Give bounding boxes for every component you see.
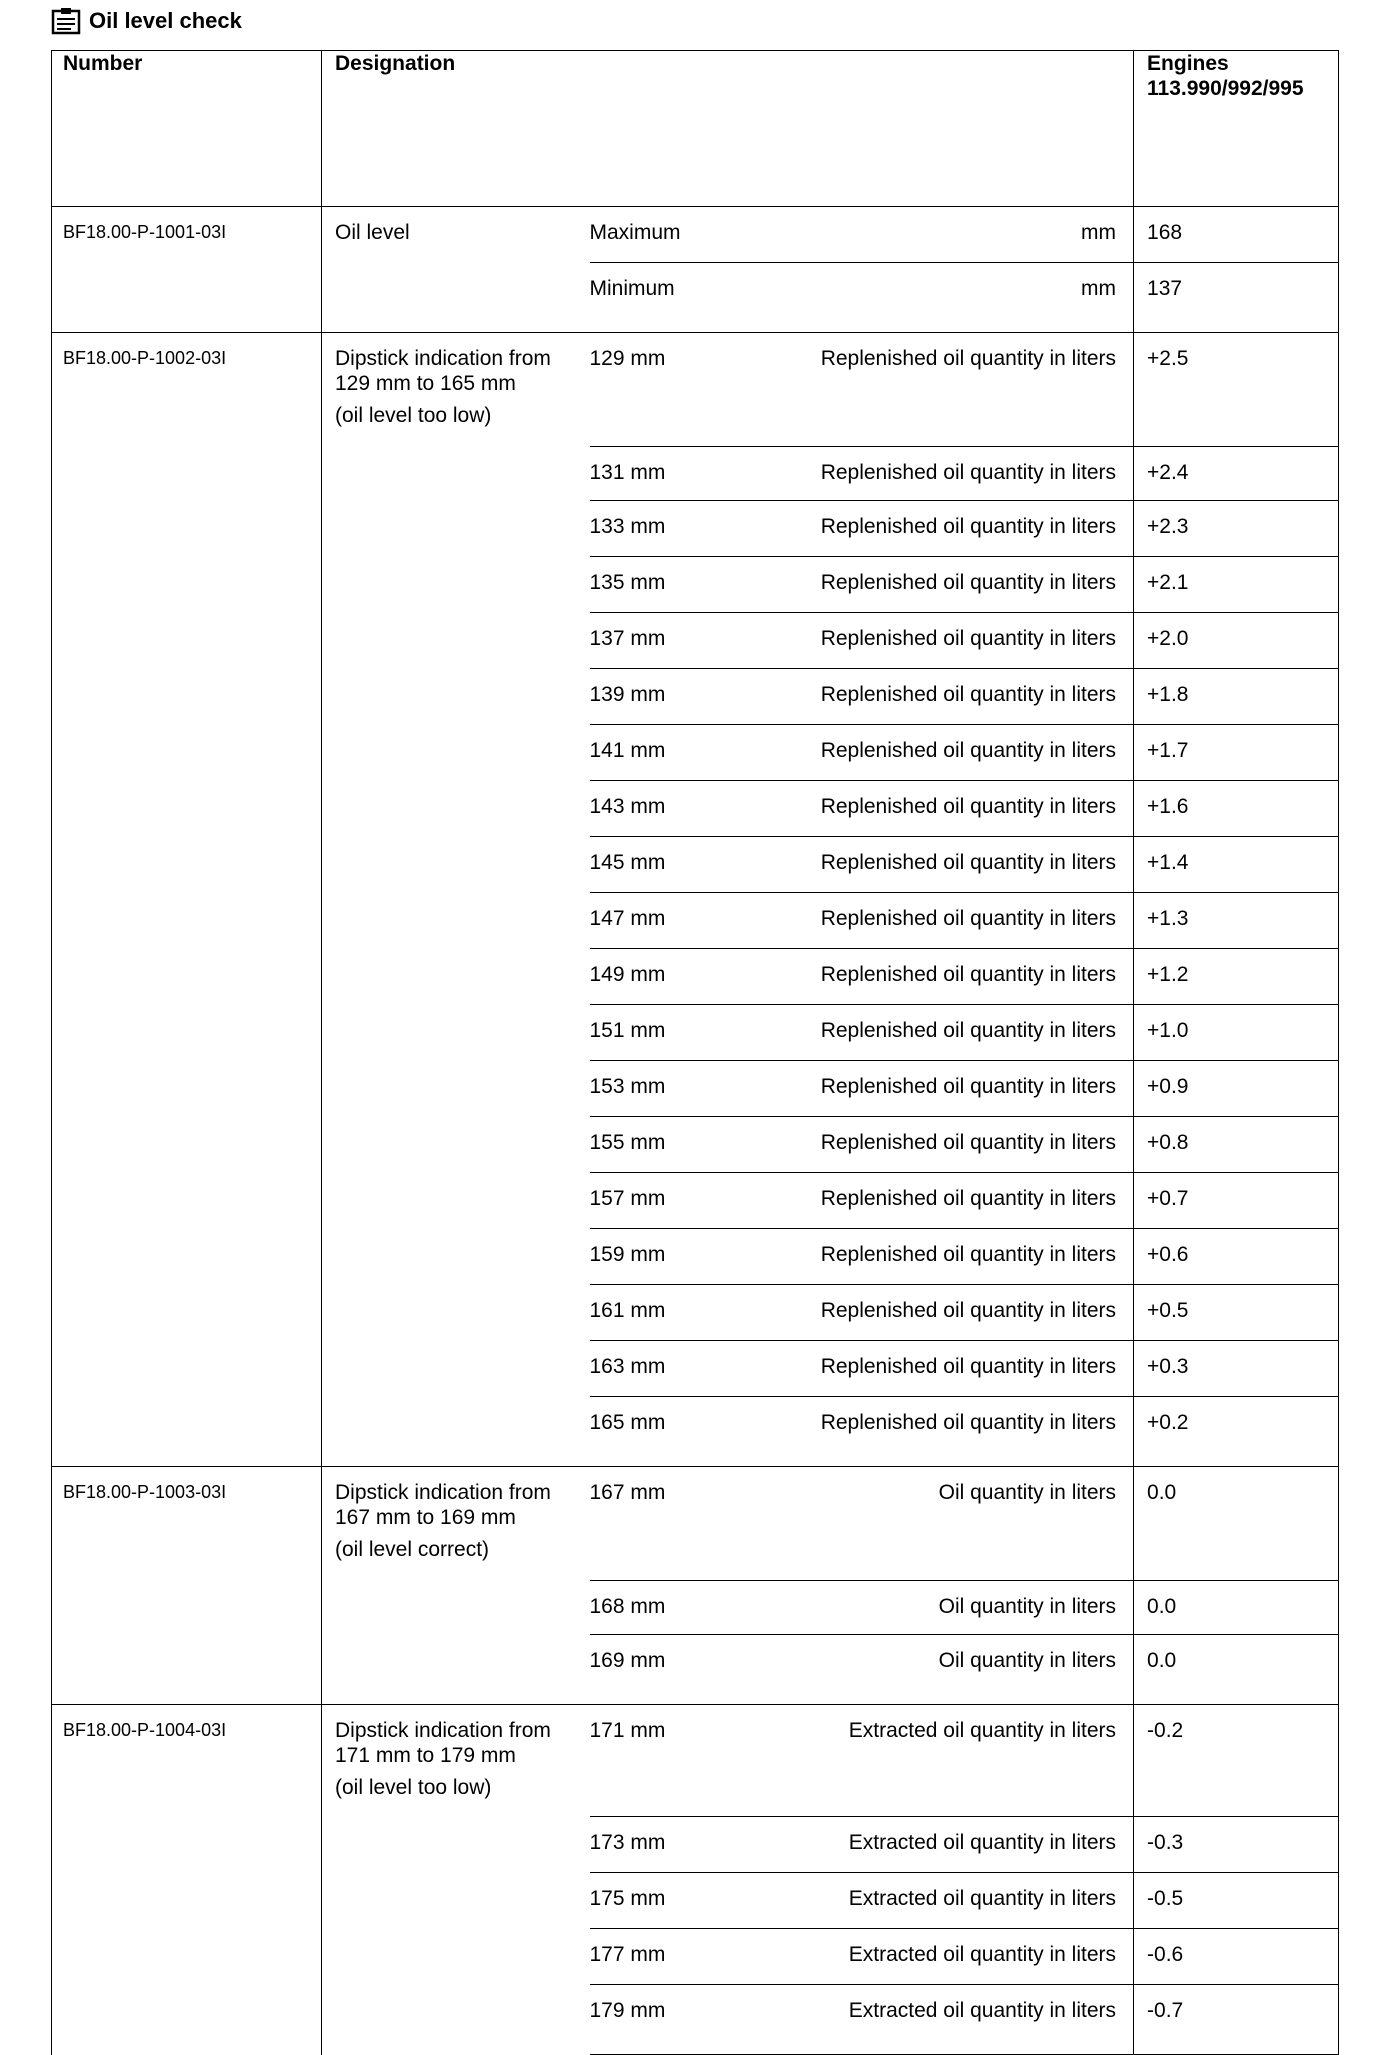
unit-label: Replenished oil quantity in liters bbox=[795, 669, 1134, 725]
sub-label: 169 mm bbox=[590, 1635, 795, 1705]
value-cell: +0.9 bbox=[1134, 1061, 1339, 1117]
value-cell: 168 bbox=[1134, 207, 1339, 263]
unit-label: Extracted oil quantity in liters bbox=[795, 1929, 1134, 1985]
unit-label: Replenished oil quantity in liters bbox=[795, 837, 1134, 893]
unit-label: Oil quantity in liters bbox=[795, 1467, 1134, 1581]
unit-label: Replenished oil quantity in liters bbox=[795, 725, 1134, 781]
unit-label: Extracted oil quantity in liters bbox=[795, 1985, 1134, 2055]
header-engines-line1: Engines bbox=[1147, 52, 1229, 75]
value-cell: +0.5 bbox=[1134, 1285, 1339, 1341]
sub-label: 143 mm bbox=[590, 781, 795, 837]
unit-label: Oil quantity in liters bbox=[795, 1581, 1134, 1635]
unit-label: Replenished oil quantity in liters bbox=[795, 949, 1134, 1005]
value-cell: 0.0 bbox=[1134, 1467, 1339, 1581]
unit-label: mm bbox=[795, 207, 1134, 263]
value-cell: -0.5 bbox=[1134, 1873, 1339, 1929]
unit-label: Extracted oil quantity in liters bbox=[795, 1873, 1134, 1929]
sub-label: 159 mm bbox=[590, 1229, 795, 1285]
header-designation: Designation bbox=[322, 51, 1134, 207]
table-row bbox=[52, 1705, 1339, 1817]
group-number bbox=[52, 207, 322, 333]
sub-label: 139 mm bbox=[590, 669, 795, 725]
sub-label: 163 mm bbox=[590, 1341, 795, 1397]
value-cell: +0.7 bbox=[1134, 1173, 1339, 1229]
sub-label: 167 mm bbox=[590, 1467, 795, 1581]
group-number-text: BF18.00-P-1003-03I bbox=[63, 1482, 227, 1502]
sub-label: 151 mm bbox=[590, 1005, 795, 1061]
value-cell: +1.7 bbox=[1134, 725, 1339, 781]
sub-label: 177 mm bbox=[590, 1929, 795, 1985]
unit-label: mm bbox=[795, 263, 1134, 333]
sub-label: 155 mm bbox=[590, 1117, 795, 1173]
unit-label: Replenished oil quantity in liters bbox=[795, 1285, 1134, 1341]
sub-label: 168 mm bbox=[590, 1581, 795, 1635]
sub-label: 165 mm bbox=[590, 1397, 795, 1467]
unit-label: Replenished oil quantity in liters bbox=[795, 1173, 1134, 1229]
table-row bbox=[52, 1467, 1339, 1581]
value-cell: -0.3 bbox=[1134, 1817, 1339, 1873]
sub-label: 145 mm bbox=[590, 837, 795, 893]
unit-label: Replenished oil quantity in liters bbox=[795, 893, 1134, 949]
table-row bbox=[52, 333, 1339, 447]
group-number-text: BF18.00-P-1004-03I bbox=[63, 1720, 227, 1740]
unit-label: Replenished oil quantity in liters bbox=[795, 333, 1134, 447]
group-number-text: BF18.00-P-1002-03I bbox=[63, 348, 227, 368]
sub-label: Maximum bbox=[590, 207, 795, 263]
value-cell: +1.2 bbox=[1134, 949, 1339, 1005]
unit-label: Replenished oil quantity in liters bbox=[795, 1117, 1134, 1173]
sub-label: 135 mm bbox=[590, 557, 795, 613]
unit-label: Replenished oil quantity in liters bbox=[795, 1229, 1134, 1285]
value-cell: +2.1 bbox=[1134, 557, 1339, 613]
page-header bbox=[51, 4, 242, 38]
sub-label: 149 mm bbox=[590, 949, 795, 1005]
sub-label: 171 mm bbox=[590, 1705, 795, 1817]
designation-line1: Dipstick indication from bbox=[335, 347, 551, 370]
table-row bbox=[52, 207, 1339, 263]
value-cell: -0.2 bbox=[1134, 1705, 1339, 1817]
unit-label: Replenished oil quantity in liters bbox=[795, 557, 1134, 613]
value-cell: +1.0 bbox=[1134, 1005, 1339, 1061]
sub-label: Minimum bbox=[590, 263, 795, 333]
unit-label: Replenished oil quantity in liters bbox=[795, 1061, 1134, 1117]
unit-label: Extracted oil quantity in liters bbox=[795, 1705, 1134, 1817]
sub-label: 131 mm bbox=[590, 447, 795, 501]
unit-label: Extracted oil quantity in liters bbox=[795, 1817, 1134, 1873]
clipboard-icon bbox=[51, 7, 81, 35]
sub-label: 153 mm bbox=[590, 1061, 795, 1117]
value-cell: +2.3 bbox=[1134, 501, 1339, 557]
sub-label: 175 mm bbox=[590, 1873, 795, 1929]
designation-line2: 167 mm to 169 mm bbox=[335, 1506, 516, 1529]
value-cell: +0.8 bbox=[1134, 1117, 1339, 1173]
header-engines bbox=[1134, 51, 1339, 207]
designation-line2: 171 mm to 179 mm bbox=[335, 1744, 516, 1767]
sub-label: 133 mm bbox=[590, 501, 795, 557]
group-number bbox=[52, 333, 322, 1467]
header-engines-line2: 113.990/992/995 bbox=[1147, 77, 1304, 100]
unit-label: Replenished oil quantity in liters bbox=[795, 1005, 1134, 1061]
unit-label: Oil quantity in liters bbox=[795, 1635, 1134, 1705]
designation-line1: Dipstick indication from bbox=[335, 1481, 551, 1504]
value-cell: +0.2 bbox=[1134, 1397, 1339, 1467]
value-cell: +1.8 bbox=[1134, 669, 1339, 725]
unit-label: Replenished oil quantity in liters bbox=[795, 501, 1134, 557]
value-cell: +2.0 bbox=[1134, 613, 1339, 669]
value-cell: +2.5 bbox=[1134, 333, 1339, 447]
sub-label: 129 mm bbox=[590, 333, 795, 447]
group-number bbox=[52, 1467, 322, 1705]
group-designation bbox=[322, 207, 590, 333]
value-cell: 0.0 bbox=[1134, 1635, 1339, 1705]
sub-label: 137 mm bbox=[590, 613, 795, 669]
sub-label: 141 mm bbox=[590, 725, 795, 781]
value-cell: +2.4 bbox=[1134, 447, 1339, 501]
sub-label: 157 mm bbox=[590, 1173, 795, 1229]
page-title: Oil level check bbox=[89, 8, 242, 33]
unit-label: Replenished oil quantity in liters bbox=[795, 1341, 1134, 1397]
value-cell: +0.6 bbox=[1134, 1229, 1339, 1285]
designation-note: (oil level too low) bbox=[335, 404, 492, 427]
value-cell: 0.0 bbox=[1134, 1581, 1339, 1635]
unit-label: Replenished oil quantity in liters bbox=[795, 781, 1134, 837]
sub-label: 173 mm bbox=[590, 1817, 795, 1873]
group-number-text: BF18.00-P-1001-03I bbox=[63, 222, 227, 242]
value-cell: +1.6 bbox=[1134, 781, 1339, 837]
group-designation bbox=[322, 333, 590, 1467]
designation-line2: 129 mm to 165 mm bbox=[335, 372, 516, 395]
value-cell: 137 bbox=[1134, 263, 1339, 333]
group-designation bbox=[322, 1705, 590, 2055]
oil-level-table bbox=[51, 50, 1339, 2055]
unit-label: Replenished oil quantity in liters bbox=[795, 1397, 1134, 1467]
designation-text: Oil level bbox=[335, 221, 410, 244]
group-designation bbox=[322, 1467, 590, 1705]
group-number bbox=[52, 1705, 322, 2055]
sub-label: 147 mm bbox=[590, 893, 795, 949]
sub-label: 179 mm bbox=[590, 1985, 795, 2055]
unit-label: Replenished oil quantity in liters bbox=[795, 447, 1134, 501]
header-number: Number bbox=[52, 51, 322, 207]
designation-note: (oil level correct) bbox=[335, 1538, 490, 1561]
value-cell: +0.3 bbox=[1134, 1341, 1339, 1397]
value-cell: -0.7 bbox=[1134, 1985, 1339, 2055]
designation-line1: Dipstick indication from bbox=[335, 1719, 551, 1742]
value-cell: +1.4 bbox=[1134, 837, 1339, 893]
designation-note: (oil level too low) bbox=[335, 1776, 492, 1799]
value-cell: +1.3 bbox=[1134, 893, 1339, 949]
value-cell: -0.6 bbox=[1134, 1929, 1339, 1985]
sub-label: 161 mm bbox=[590, 1285, 795, 1341]
table-header bbox=[52, 51, 1339, 207]
unit-label: Replenished oil quantity in liters bbox=[795, 613, 1134, 669]
